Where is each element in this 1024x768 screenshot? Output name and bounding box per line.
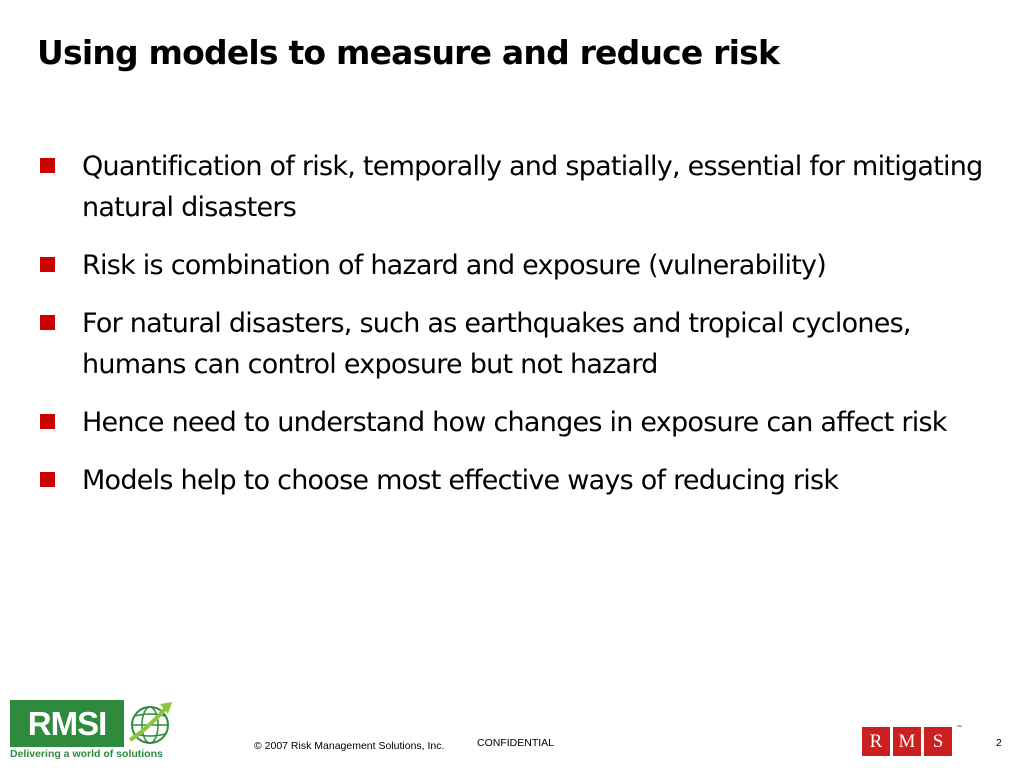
rmsi-logo-wordmark: RMSI — [10, 700, 124, 747]
bullet-item — [40, 402, 1000, 443]
bullet-text: Models help to choose most effective ways of reducing risk — [82, 465, 839, 496]
rms-logo-letter: S — [924, 727, 952, 756]
bullet-item — [40, 245, 1000, 286]
bullet-text: Hence need to understand how changes in exposure can affect risk — [82, 407, 947, 438]
square-bullet-icon — [40, 315, 55, 330]
globe-arrow-icon — [126, 700, 174, 747]
rms-logo-letter: R — [862, 727, 890, 756]
bullet-item — [40, 303, 1000, 385]
square-bullet-icon — [40, 257, 55, 272]
square-bullet-icon — [40, 472, 55, 487]
copyright-notice: © 2007 Risk Management Solutions, Inc. — [254, 740, 445, 752]
trademark-symbol: ™ — [956, 725, 962, 731]
square-bullet-icon — [40, 414, 55, 429]
rms-logo — [862, 727, 952, 756]
rms-logo-letter: M — [893, 727, 921, 756]
page-number: 2 — [996, 737, 1002, 749]
bullet-text: Risk is combination of hazard and exposure (vulnerability) — [82, 250, 827, 281]
rmsi-logo — [8, 700, 176, 764]
bullet-text: For natural disasters, such as earthquakes and tropical cyclones, humans can control exposure but not hazard — [82, 308, 911, 380]
slide-title: Using models to measure and reduce risk — [37, 33, 780, 72]
rmsi-tagline: Delivering a world of solutions — [10, 748, 163, 760]
bullet-text: Quantification of risk, temporally and spatially, essential for mitigating natural disasters — [82, 151, 983, 223]
bullet-item — [40, 146, 1000, 228]
square-bullet-icon — [40, 158, 55, 173]
bullet-item — [40, 460, 1000, 501]
confidential-label: CONFIDENTIAL — [477, 737, 555, 749]
bullet-list — [40, 146, 1000, 518]
